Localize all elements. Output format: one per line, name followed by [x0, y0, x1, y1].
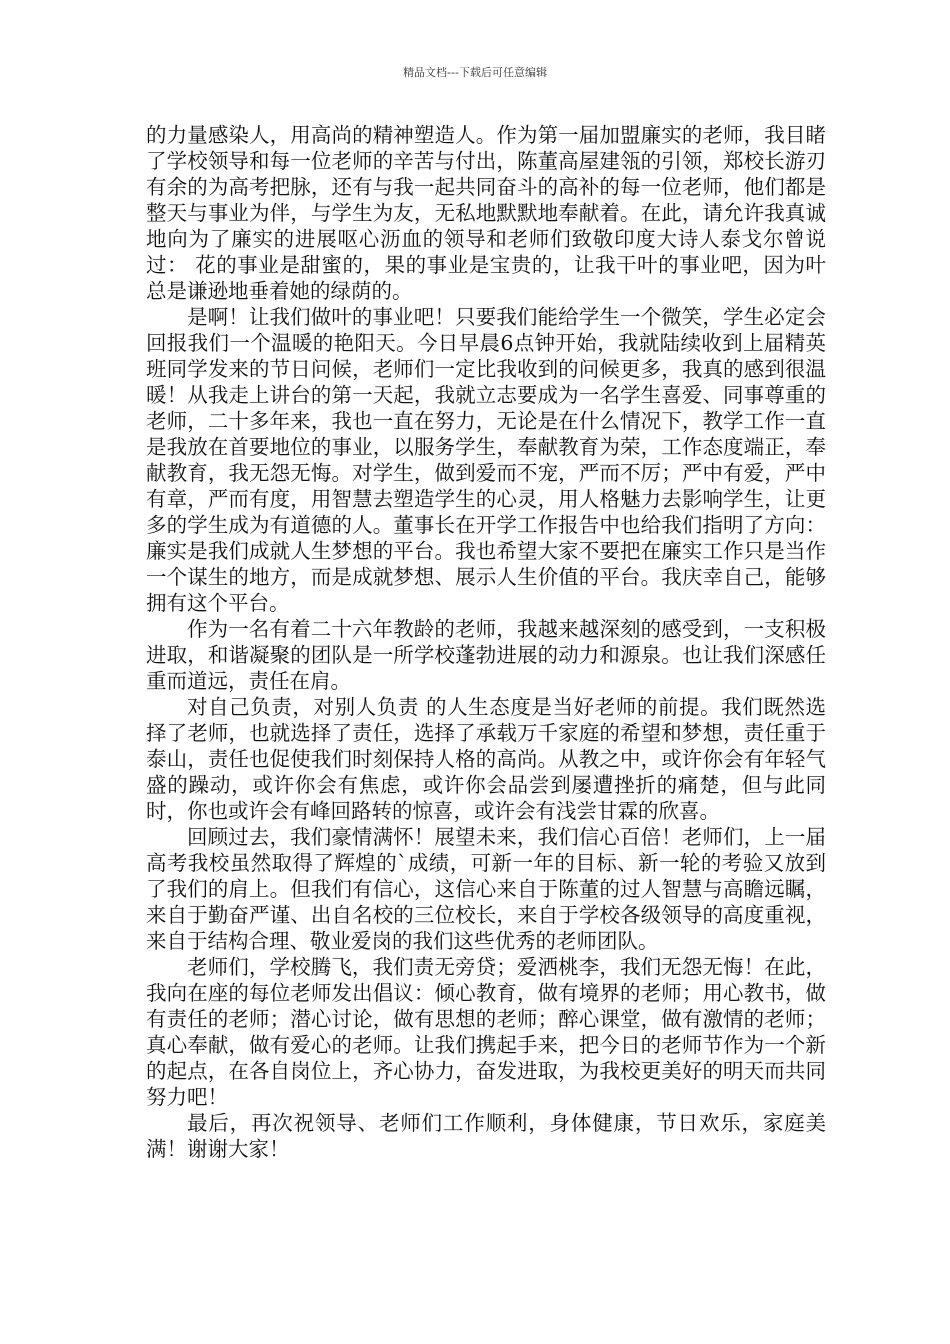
paragraph-5: 回顾过去，我们豪情满怀！展望未来，我们信心百倍！老师们，上一届高考我校虽然取得了辉煌的`成绩，可新一年的目标、新一轮的考验又放到了我们的肩上。但我们有信心，这信心来自于陈董的过人智慧与高瞻远瞩，来自于勤奋严谨、出自名校的三位校长，来自于学校各级领导的高度重视，来自于结构合理、敬业爱岗的我们这些优秀的老师团队。	[146, 825, 826, 953]
paragraph-6: 老师们，学校腾飞，我们责无旁贷；爱洒桃李，我们无怨无悔！在此，我向在座的每位老师发出倡议：倾心教育，做有境界的老师；用心教书，做有责任的老师；潜心讨论，做有思想的老师；醉心课堂，做有激情的老师；真心奉献，做有爱心的老师。让我们携起手来，把今日的老师节作为一个新的起点，在各自岗位上，齐心协力，奋发进取，为我校更美好的明天而共同努力吧！	[146, 955, 826, 1109]
paragraph-1: 的力量感染人，用高尚的精神塑造人。作为第一届加盟廉实的老师，我目睹了学校领导和每一位老师的辛苦与付出，陈董高屋建瓴的引领，郑校长游刃有余的为高考把脉，还有与我一起共同奋斗的高补的每一位老师，他们都是整天与事业为伴，与学生为友，无私地默默地奉献着。在此，请允许我真诚地向为了廉实的进展呕心沥血的领导和老师们致敬印度大诗人泰戈尔曾说过： 花的事业是甜蜜的，果的事业是宝贵的，让我干叶的事业吧，因为叶总是谦逊地垂着她的绿荫的。	[146, 123, 826, 303]
paragraph-3: 作为一名有着二十六年教龄的老师，我越来越深刻的感受到，一支积极进取，和谐凝聚的团队是一所学校蓬勃进展的动力和源泉。也让我们深感任重而道远，责任在肩。	[146, 617, 826, 693]
paragraph-4: 对自己负责，对别人负责 的人生态度是当好老师的前提。我们既然选择了老师，也就选择了责任，选择了承载万千家庭的希望和梦想，责任重于泰山，责任也促使我们时刻保持人格的高尚。从教之中，或许你会有年轻气盛的躁动，或许你会有焦虑，或许你会品尝到屡遭挫折的痛楚，但与此同时，你也或许会有峰回路转的惊喜，或许会有浅尝甘霖的欣喜。	[146, 695, 826, 823]
paragraph-2: 是啊！让我们做叶的事业吧！只要我们能给学生一个微笑，学生必定会回报我们一个温暖的艳阳天。今日早晨6点钟开始，我就陆续收到上届精英班同学发来的节日问候，老师们一定比我收到的问候更多，我真的感到很温暖！从我走上讲台的第一天起，我就立志要成为一名学生喜爱、同事尊重的老师，二十多年来，我也一直在努力，无论是在什么情况下，教学工作一直是我放在首要地位的事业，以服务学生，奉献教育为荣，工作态度端正，奉献教育，我无怨无悔。对学生，做到爱而不宠，严而不厉；严中有爱，严中有章，严而有度，用智慧去塑造学生的心灵，用人格魅力去影响学生，让更多的学生成为有道德的人。董事长在开学工作报告中也给我们指明了方向：廉实是我们成就人生梦想的平台。我也希望大家不要把在廉实工作只是当作一个谋生的地方，而是成就梦想、展示人生价值的平台。我庆幸自己，能够拥有这个平台。	[146, 305, 826, 615]
paragraph-7: 最后，再次祝领导、老师们工作顺利，身体健康，节日欢乐，家庭美满！谢谢大家！	[146, 1111, 826, 1161]
document-body	[146, 122, 826, 1162]
page-header: 精品文档---下载后可任意编辑	[403, 66, 547, 79]
